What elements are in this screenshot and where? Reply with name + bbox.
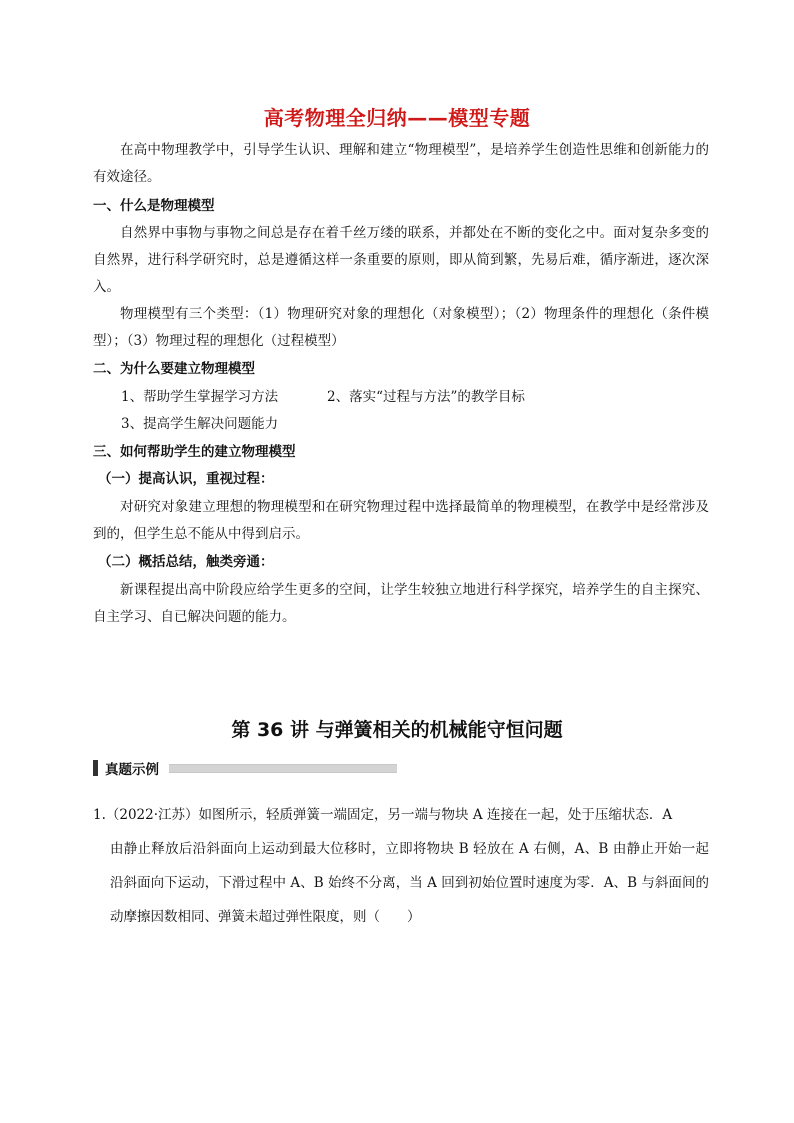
- section-3-heading: 三、如何帮助学生的建立物理模型: [93, 444, 296, 460]
- section-3-paragraph-2: 新课程提出高中阶段应给学生更多的空间，让学生较独立地进行科学探究，培养学生的自主探究、自主学习、自已解决问题的能力。: [93, 582, 709, 625]
- section-1-paragraph-1: 自然界中事物与事物之间总是存在着千丝万缕的联系，并都处在不断的变化之中。面对复杂多变的自然界，进行科学研究时，总是遵循这样一条重要的原则，即从简到繁，先易后难，循序渐进，逐次深入。: [93, 225, 709, 295]
- section-2-item-2: 2、落实“过程与方法”的教学目标: [327, 389, 525, 405]
- section-1-paragraph-2: 物理模型有三个类型：（1）物理研究对象的理想化（对象模型）；（2）物理条件的理想化（条件模型）；（3）物理过程的理想化（过程模型）: [93, 306, 709, 349]
- section-3-subheading-2: （二）概括总结，触类旁通：: [98, 554, 274, 570]
- section-3-subheading-1: （一）提高认识，重视过程：: [98, 471, 274, 487]
- section-tag-bar: [93, 760, 98, 776]
- lecture-title: 第 36 讲 与弹簧相关的机械能守恒问题: [231, 719, 563, 741]
- section-tag: [93, 758, 397, 778]
- section-tag-rule: [169, 764, 397, 773]
- document-title: 高考物理全归纳——模型专题: [263, 106, 531, 130]
- intro-paragraph: 在高中物理教学中，引导学生认识、理解和建立“物理模型”，是培养学生创造性思维和创新能力的有效途径。: [93, 142, 709, 185]
- question-1: [93, 798, 709, 934]
- question-1-first-line: 1.（2022·江苏）如图所示，轻质弹簧一端固定，另一端与物块 A 连接在一起，处于压缩状态．A: [93, 807, 673, 823]
- section-2-heading: 二、为什么要建立物理模型: [93, 361, 255, 377]
- section-3-paragraph-1: 对研究对象建立理想的物理模型和在研究物理过程中选择最简单的物理模型，在教学中是经常涉及到的，但学生总不能从中得到启示。: [93, 499, 709, 542]
- question-1-body: 由静止释放后沿斜面向上运动到最大位移时，立即将物块 B 轻放在 A 右侧，A、B 由静止开始一起沿斜面向下运动，下滑过程中 A、B 始终不分离，当 A 回到初始位置时速度为零．A、B 与斜面间的动摩擦因数相同、弹簧未超过弹性限度，则（ ）: [110, 841, 709, 925]
- section-1-heading: 一、什么是物理模型: [93, 198, 215, 214]
- section-2-item-3: 3、提高学生解决问题能力: [121, 416, 279, 432]
- section-2-item-1: 1、帮助学生掌握学习方法: [121, 389, 279, 405]
- section-tag-label: 真题示例: [105, 762, 159, 778]
